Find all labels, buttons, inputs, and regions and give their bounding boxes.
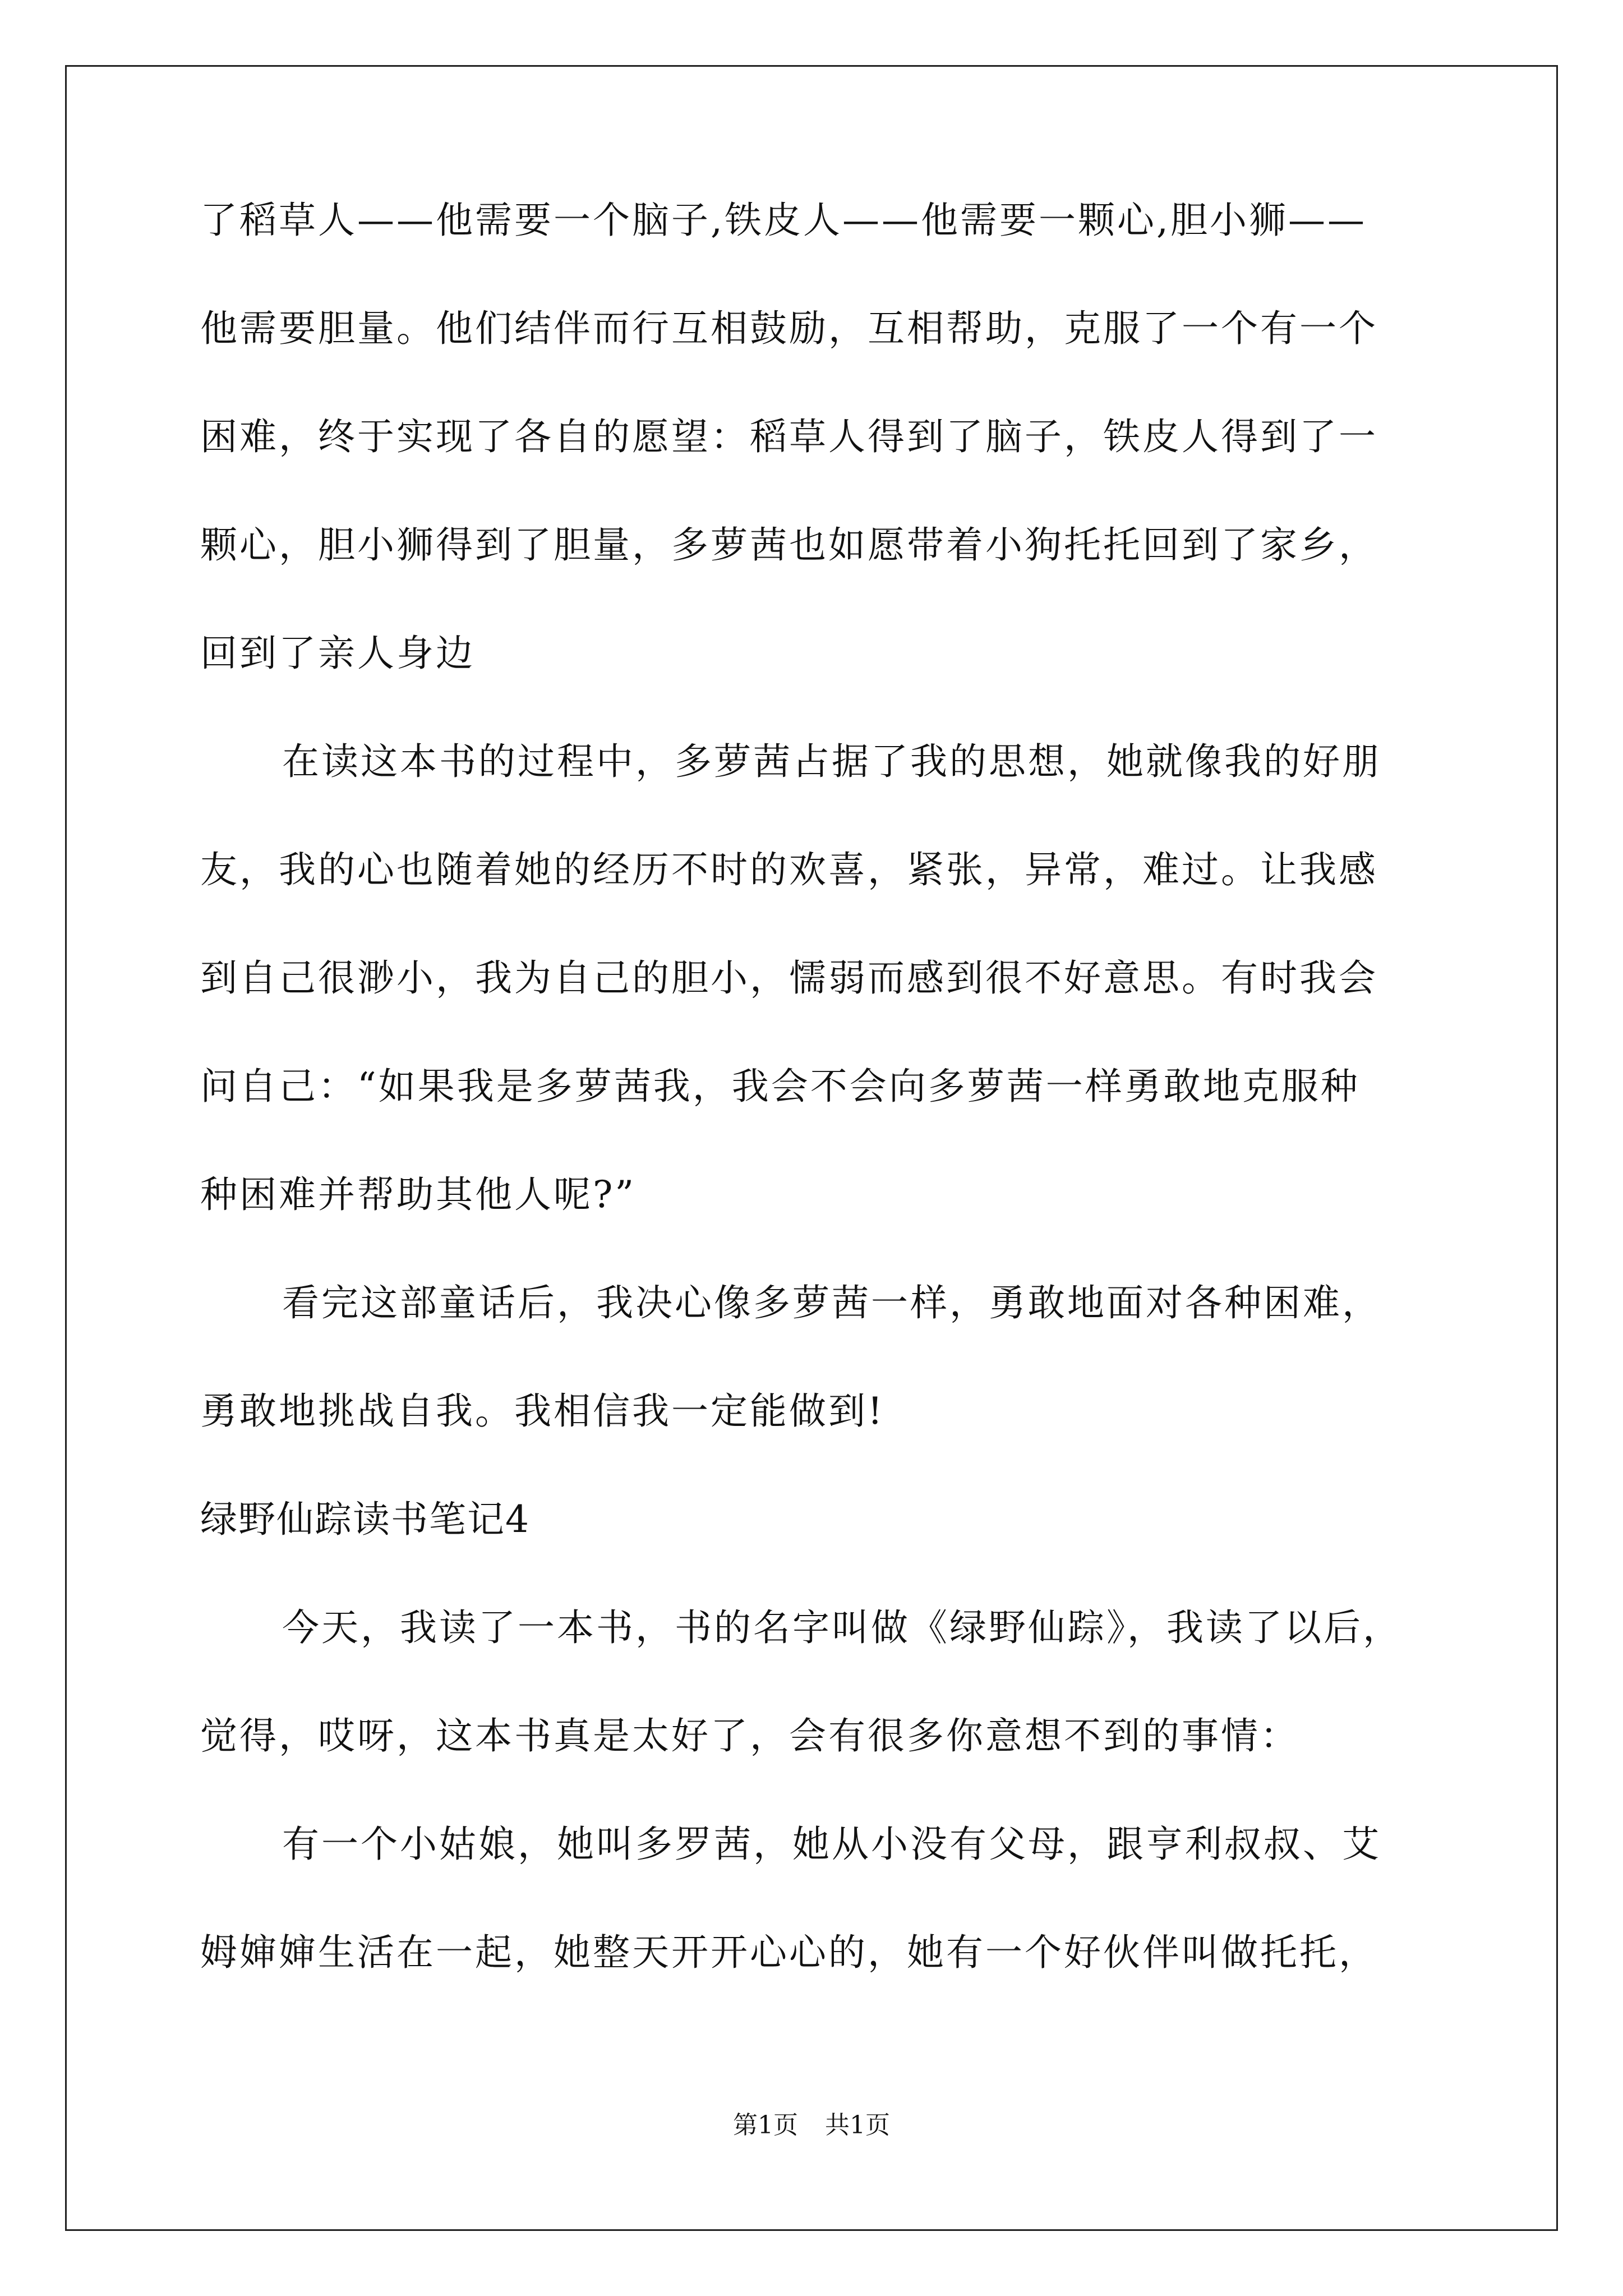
page-number-total: 共1页 (825, 2111, 890, 2139)
text-line: 友，我的心也随着她的经历不时的欢喜，紧张，异常，难过。让我感 (200, 848, 1378, 891)
section-heading: 绿野仙踪读书笔记4 (200, 1498, 530, 1541)
page-footer (0, 2113, 1623, 2138)
text-line: 颗心，胆小狮得到了胆量，多萝茜也如愿带着小狗托托回到了家乡， (200, 523, 1378, 567)
text-line: 了稻草人——他需要一个脑子,铁皮人——他需要一颗心,胆小狮—— (200, 199, 1367, 242)
paragraph-start-line: 有一个小姑娘，她叫多罗茜，她从小没有父母，跟亨利叔叔、艾 (282, 1823, 1381, 1866)
text-line: 觉得，哎呀，这本书真是太好了，会有很多你意想不到的事情： (200, 1714, 1299, 1757)
text-line: 种困难并帮助其他人呢?” (200, 1173, 637, 1216)
text-line: 他需要胆量。他们结伴而行互相鼓励，互相帮助，克服了一个有一个 (200, 307, 1378, 350)
document-body (200, 199, 1426, 2042)
text-line: 问自己：“如果我是多萝茜我，我会不会向多萝茜一样勇敢地克服种 (200, 1065, 1360, 1108)
text-line: 勇敢地挑战自我。我相信我一定能做到! (200, 1389, 885, 1433)
page-number-current: 第1页 (733, 2111, 798, 2139)
text-line: 困难，终于实现了各自的愿望：稻草人得到了脑子，铁皮人得到了一 (200, 415, 1378, 458)
paragraph-start-line: 在读这本书的过程中，多萝茜占据了我的思想，她就像我的好朋 (282, 740, 1381, 783)
paragraph-start-line: 看完这部童话后，我决心像多萝茜一样，勇敢地面对各种困难， (282, 1281, 1381, 1324)
text-line: 到自己很渺小，我为自己的胆小，懦弱而感到很不好意思。有时我会 (200, 956, 1378, 1000)
text-line: 回到了亲人身边 (200, 632, 475, 675)
text-line: 姆婶婶生活在一起，她整天开开心心的，她有一个好伙伴叫做托托， (200, 1931, 1378, 1974)
paragraph-start-line: 今天，我读了一本书，书的名字叫做《绿野仙踪》，我读了以后， (282, 1606, 1402, 1649)
